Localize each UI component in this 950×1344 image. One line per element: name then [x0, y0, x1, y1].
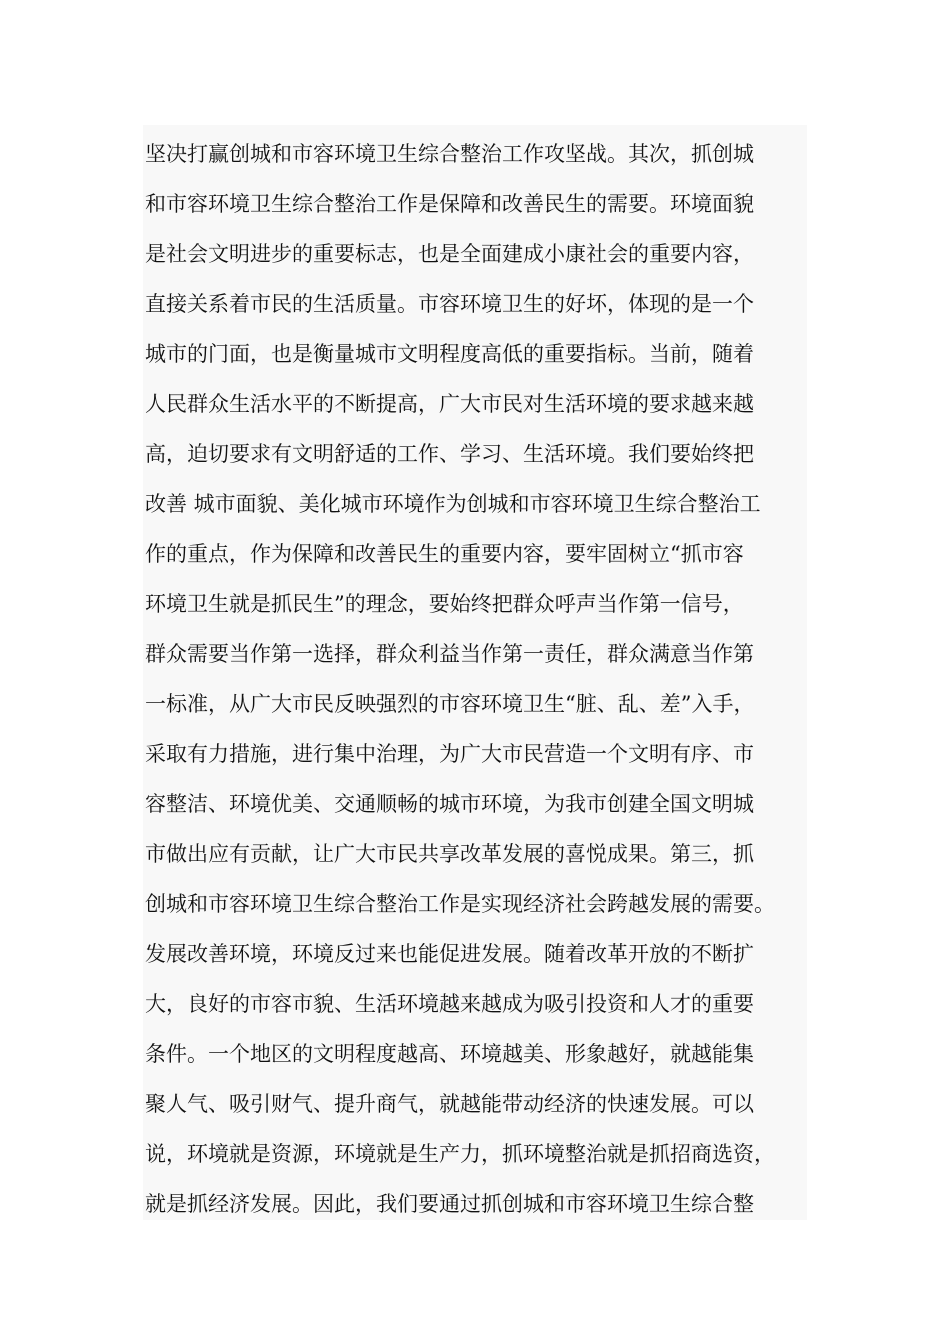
text-line: 就是抓经济发展。因此，我们要通过抓创城和市容环境卫生综合整 — [145, 1192, 754, 1216]
text-line: 人民群众生活水平的不断提高，广大市民对生活环境的要求越来越 — [145, 392, 754, 416]
text-line: 采取有力措施，进行集中治理，为广大市民营造一个文明有序、市 — [145, 742, 754, 766]
text-line: 一标准，从广大市民反映强烈的市容环境卫生“脏、乱、差”入手， — [145, 692, 755, 716]
text-line: 城市的门面，也是衡量城市文明程度高低的重要指标。当前，随着 — [145, 342, 754, 366]
text-line: 容整洁、环境优美、交通顺畅的城市环境，为我市创建全国文明城 — [145, 792, 754, 816]
text-line: 说，环境就是资源，环境就是生产力，抓环境整治就是抓招商选资， — [145, 1142, 775, 1166]
text-line: 作的重点，作为保障和改善民生的重要内容，要牢固树立“抓市容 — [145, 542, 744, 566]
text-line: 高，迫切要求有文明舒适的工作、学习、生活环境。我们要始终把 — [145, 442, 754, 466]
text-line: 改善 城市面貌、美化城市环境作为创城和市容环境卫生综合整治工 — [145, 492, 761, 516]
text-line: 创城和市容环境卫生综合整治工作是实现经济社会跨越发展的需要。 — [145, 892, 775, 916]
text-line: 环境卫生就是抓民生”的理念，要始终把群众呼声当作第一信号， — [145, 592, 744, 616]
text-line: 坚决打赢创城和市容环境卫生综合整治工作攻坚战。其次，抓创城 — [145, 142, 754, 166]
text-line: 聚人气、吸引财气、提升商气，就越能带动经济的快速发展。可以 — [145, 1092, 754, 1116]
text-line: 直接关系着市民的生活质量。市容环境卫生的好坏，体现的是一个 — [145, 292, 754, 316]
text-line: 市做出应有贡献，让广大市民共享改革发展的喜悦成果。第三，抓 — [145, 842, 754, 866]
text-line: 大，良好的市容市貌、生活环境越来越成为吸引投资和人才的重要 — [145, 992, 754, 1016]
text-line: 群众需要当作第一选择，群众利益当作第一责任，群众满意当作第 — [145, 642, 754, 666]
text-line: 发展改善环境，环境反过来也能促进发展。随着改革开放的不断扩 — [145, 942, 754, 966]
text-line: 是社会文明进步的重要标志，也是全面建成小康社会的重要内容， — [145, 242, 754, 266]
text-line: 条件。一个地区的文明程度越高、环境越美、形象越好，就越能集 — [145, 1042, 754, 1066]
text-line: 和市容环境卫生综合整治工作是保障和改善民生的需要。环境面貌 — [145, 192, 754, 216]
